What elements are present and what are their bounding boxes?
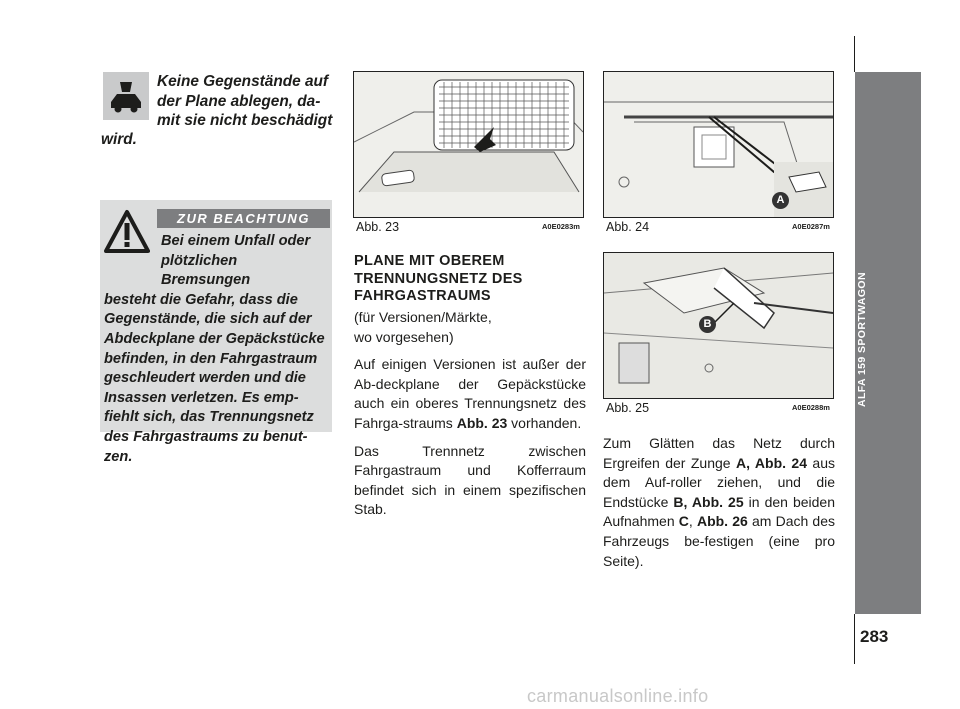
subtitle-line-1: (für Versionen/Märkte, <box>354 309 492 325</box>
figure-25-label-b: B <box>699 316 716 333</box>
paragraph-3: Zum Glätten das Netz durch Ergreifen der Zunge A, Abb. 24 aus dem Auf-roller ziehen, und die Endstücke B, Abb. 25 in den beiden Aufnahmen C, Abb. 26 am Dach des Fahrzeugs be-festigen (eine pro Seite). <box>603 435 836 569</box>
section-heading: PLANE MIT OBEREM TRENNUNGSNETZ DES FAHRGASTRAUMS <box>354 253 523 304</box>
figure-23-code: A0E0283m <box>542 222 580 231</box>
figure-25-code: A0E0288m <box>792 403 830 412</box>
notice-text-end: wird. <box>101 131 137 148</box>
notice-text: Keine Gegenstände auf der Plane ablegen, da- mit sie nicht beschädigt <box>157 73 333 129</box>
car-roof-warning-icon <box>103 72 149 120</box>
paragraph-2: Das Trennnetz zwischen Fahrgastraum und Kofferraum befindet sich in einem spezifischen Stab. <box>354 442 586 518</box>
warning-text: Bei einem Unfall oder plötzlichen Bremsungen besteht die Gefahr, dass die Gegenstände, die sich auf der Abdeckplane der Gepäckstücke befinden, in den Fahrgastraum geschleudert werden und die Insassen verletzen. Es emp- fiehlt sich, das Trennungsnetz des Fahrgastraums zu benut- zen. <box>104 233 325 465</box>
figure-25-image <box>603 252 834 399</box>
figure-24-label-a: A <box>772 192 789 209</box>
margin-line-top <box>854 36 855 72</box>
margin-line-bottom <box>854 614 855 664</box>
figure-25-caption: Abb. 25 <box>606 401 650 415</box>
section-body <box>354 308 586 520</box>
figure-24-caption: Abb. 24 <box>606 220 650 234</box>
figure-23-caption: Abb. 23 <box>356 220 400 234</box>
figure-23-image <box>353 71 584 218</box>
figure-24-image <box>603 71 834 218</box>
page-number: 283 <box>860 627 889 646</box>
sidebar-label: ALFA 159 SPORTWAGON <box>856 272 868 408</box>
paragraph-1: Auf einigen Versionen ist außer der Ab-deckplane der Gepäckstücke auch ein oberes Trennungsnetz des Fahrga-straums Abb. 23 vorhanden. <box>354 356 586 431</box>
figure-24-code: A0E0287m <box>792 222 830 231</box>
watermark: carmanualsonline.info <box>527 686 709 706</box>
warning-header: ZUR BEACHTUNG <box>157 209 330 228</box>
subtitle-line-2: wo vorgesehen) <box>354 328 454 345</box>
